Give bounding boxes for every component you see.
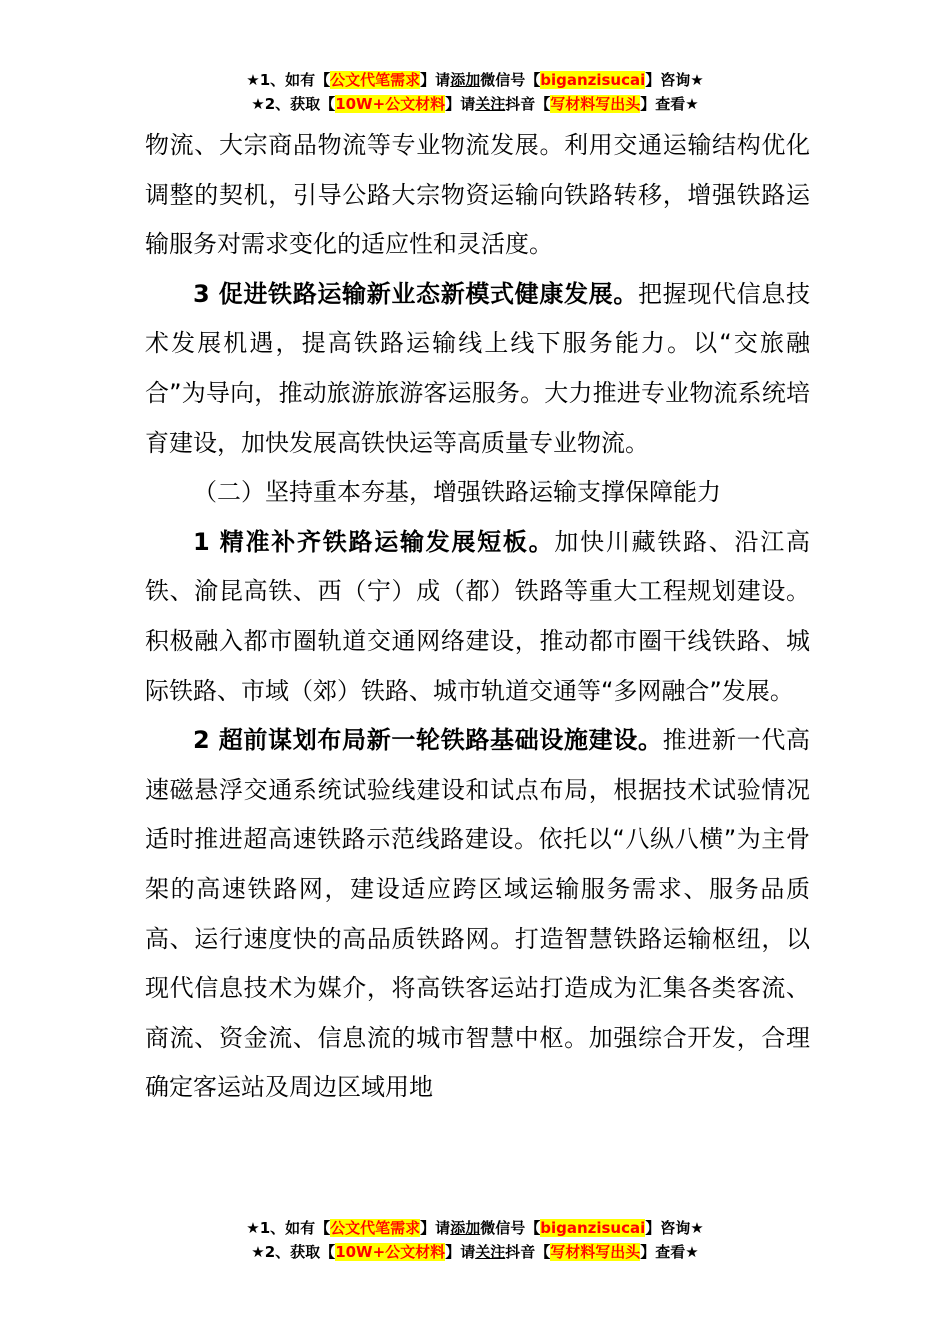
paragraph-2-lead: 3 促进铁路运输新业态新模式健康发展。: [193, 279, 639, 308]
paragraph-4: 2 超前谋划布局新一轮铁路基础设施建设。推进新一代高速磁悬浮交通系统试验线建设和试点布局，根据技术试验情况适时推进超高速铁路示范线路建设。依托以“八纵八横”为主骨架的高速铁路网，建设适应跨区域运输服务需求、服务品质高、运行速度快的高品质铁路网。打造智慧铁路运输枢纽，以现代信息技术为媒介，将高铁客运站打造成为汇集各类客流、商流、资金流、信息流的城市智慧中枢。加强综合开发，合理确定客运站及周边区域用地: [145, 726, 810, 1102]
paragraph-3: 1 精准补齐铁路运输发展短板。加快川藏铁路、沿江高铁、渝昆高铁、西（宁）成（都）铁路等重大工程规划建设。积极融入都市圈轨道交通网络建设，推动都市圈干线铁路、城际铁路、市域（郊）铁路、城市轨道交通等“多网融合”发展。: [145, 527, 811, 705]
header-banner: [0, 68, 950, 116]
banner-line-1: ★1、如有【公文代笔需求】请添加微信号【biganzisucai】咨询★: [246, 71, 704, 89]
paragraph-1: 物流、大宗商品物流等专业物流发展。利用交通运输结构优化调整的契机，引导公路大宗物资运输向铁路转移，增强铁路运输服务对需求变化的适应性和灵活度。: [145, 131, 810, 259]
document-body: [145, 121, 810, 1113]
section-heading-2: （二）坚持重本夯基，增强铁路运输支撑保障能力: [193, 478, 721, 507]
banner-line-1: ★1、如有【公文代笔需求】请添加微信号【biganzisucai】咨询★: [246, 1219, 704, 1237]
banner-line-2: ★2、获取【10W+公文材料】请关注抖音【写材料写出头】查看★: [251, 1243, 699, 1261]
paragraph-2: 3 促进铁路运输新业态新模式健康发展。把握现代信息技术发展机遇，提高铁路运输线上线下服务能力。以“交旅融合”为导向，推动旅游旅游客运服务。大力推进专业物流系统培育建设，加快发展高铁快运等高质量专业物流。: [145, 279, 810, 457]
banner-highlight: 10W+公文材料: [335, 1243, 446, 1261]
banner-highlight: 写材料写出头: [550, 95, 641, 113]
footer-banner: [0, 1216, 950, 1264]
banner-highlight: 公文代笔需求: [330, 71, 421, 89]
banner-highlight: 公文代笔需求: [330, 1219, 421, 1237]
banner-line-2: ★2、获取【10W+公文材料】请关注抖音【写材料写出头】查看★: [251, 95, 699, 113]
banner-highlight: 写材料写出头: [550, 1243, 641, 1261]
banner-highlight: biganzisucai: [540, 71, 646, 89]
banner-highlight: biganzisucai: [540, 1219, 646, 1237]
banner-highlight: 10W+公文材料: [335, 95, 446, 113]
paragraph-4-lead: 2 超前谋划布局新一轮铁路基础设施建设。: [193, 726, 663, 755]
paragraph-3-lead: 1 精准补齐铁路运输发展短板。: [193, 527, 555, 556]
